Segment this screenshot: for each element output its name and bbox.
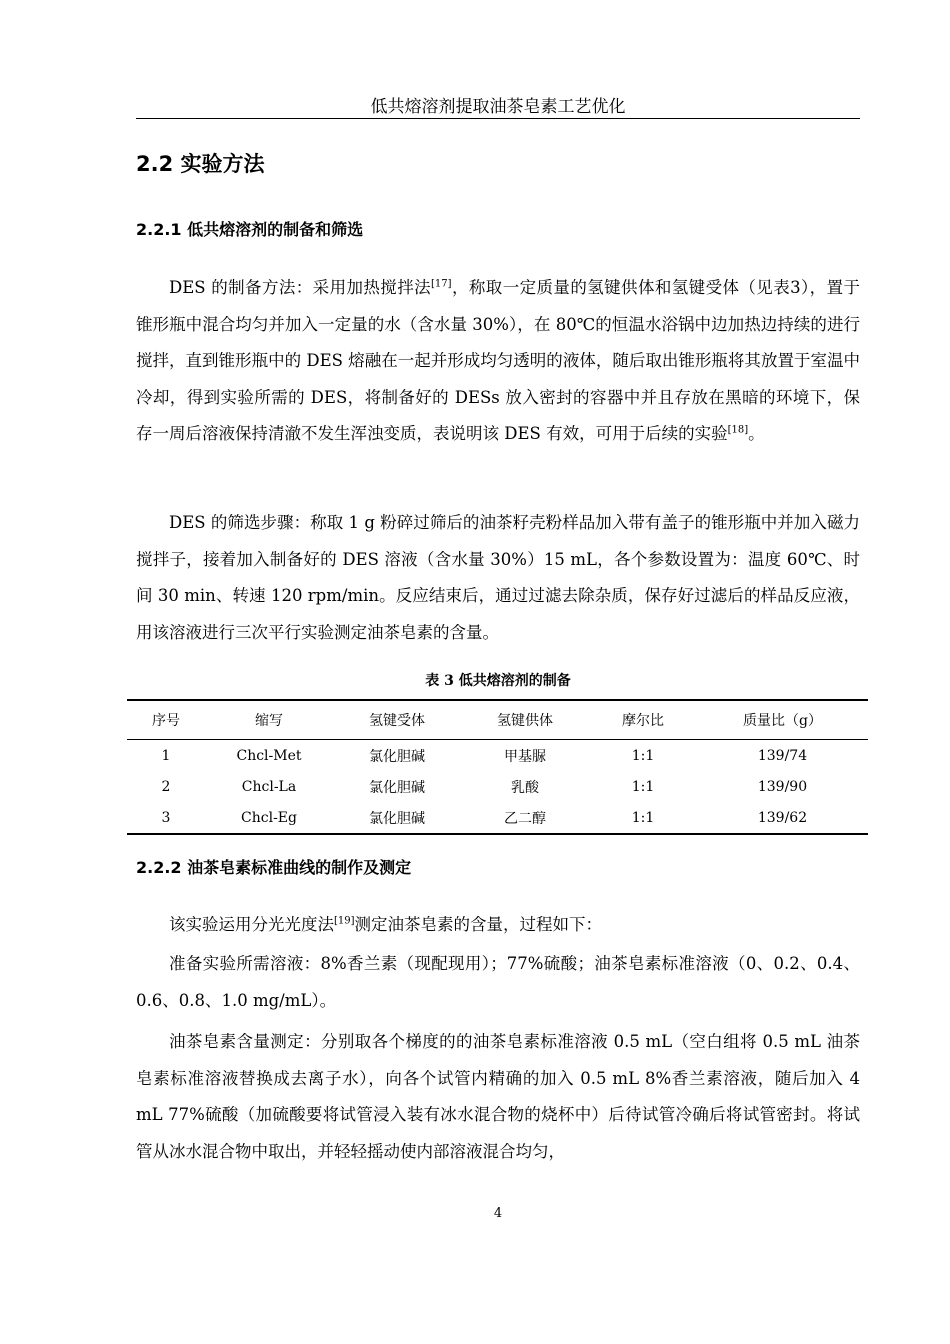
table-row	[127, 740, 868, 772]
subsection-heading-2-2-1: 2.2.1 低共熔溶剂的制备和筛选	[136, 220, 364, 239]
table-cell: 139/90	[757, 778, 808, 795]
table-cell: 1:1	[631, 747, 655, 764]
paragraph-des-preparation	[136, 270, 860, 453]
des-table	[127, 699, 868, 835]
section-heading: 2.2 实验方法	[136, 152, 265, 176]
running-header: 低共熔溶剂提取油茶皂素工艺优化	[370, 97, 626, 117]
column-header: 缩写	[205, 700, 333, 740]
table-cell: 1:1	[589, 802, 697, 834]
paragraph-text: ，称取一定质量的氢键供体和氢键受体（见表3），置于锥形瓶中混合均匀并加入一定量的水（含水量 30%），在 80℃的恒温水浴锅中边加热边持续的进行搅拌，直到锥形瓶中的 DES 熔融在一起并形成均匀透明的液体，随后取出锥形瓶将其放置于室温中冷却，得到实验所需的 DES，将制备好的 DESs 放入密封的容器中并且存放在黑暗的环境下，保存一周后溶液保持清澈不发生浑浊变质，表说明该 DES 有效，可用于后续的实验	[136, 278, 860, 443]
table-cell: Chcl-Eg	[205, 802, 333, 834]
table-cell: 139/62	[697, 802, 868, 834]
paragraph-text: 。	[748, 424, 765, 443]
paragraph-text: DES 的制备方法：采用加热搅拌法	[169, 278, 432, 297]
table-cell: Chcl-Met	[236, 747, 302, 764]
table-cell: 氯化胆碱	[333, 802, 461, 834]
table-row	[127, 771, 868, 802]
table-cell: 氯化胆碱	[369, 779, 425, 796]
citation: [17]	[431, 278, 452, 290]
page-number: 4	[493, 1206, 503, 1221]
column-header: 质量比（g）	[697, 700, 868, 740]
paragraph-text: 该实验运用分光光度法	[169, 915, 334, 934]
column-header: 氢键供体	[461, 700, 589, 740]
table-cell: 3	[127, 802, 205, 834]
header-rule	[136, 118, 860, 119]
paragraph-content-measurement: 油茶皂素含量测定：分别取各个梯度的的油茶皂素标准溶液 0.5 mL（空白组将 0.5 mL 油茶皂素标准溶液替换成去离子水），向各个试管内精确的加入 0.5 mL 8%香兰素溶液，随后加入 4 mL 77%硫酸（加硫酸要将试管浸入装有冰水混合物的烧杯中）后待试管冷确后将试管密封。将试管从冰水混合物中取出，并轻轻摇动使内部溶液混合均匀，	[136, 1032, 860, 1161]
subsection-heading-2-2-2: 2.2.2 油茶皂素标准曲线的制作及测定	[136, 858, 412, 877]
paragraph-des-screening: DES 的筛选步骤：称取 1 g 粉碎过筛后的油茶籽壳粉样品加入带有盖子的锥形瓶中并加入磁力搅拌子，接着加入制备好的 DES 溶液（含水量 30%）15 mL，各个参数设置为：温度 60℃、时间 30 min、转速 120 rpm/min。反应结束后，通过过滤去除杂质，保存好过滤后的样品反应液，用该溶液进行三次平行实验测定油茶皂素的含量。	[136, 513, 860, 642]
column-header: 氢键受体	[333, 700, 461, 740]
table-cell: 1:1	[631, 778, 655, 795]
table-cell: 139/74	[757, 747, 808, 764]
table-cell: 1	[161, 747, 171, 764]
paragraph-solutions: 准备实验所需溶液：8%香兰素（现配现用）；77%硫酸；油茶皂素标准溶液（0、0.2、0.4、0.6、0.8、1.0 mg/mL）。	[136, 954, 860, 1010]
citation: [19]	[334, 915, 355, 927]
table-header-row	[127, 700, 868, 740]
column-header: 摩尔比	[589, 700, 697, 740]
column-header: 序号	[127, 700, 205, 740]
table-cell: 氯化胆碱	[369, 748, 425, 765]
paragraph-text: 测定油茶皂素的含量，过程如下：	[354, 915, 603, 934]
table-caption: 表 3 低共熔溶剂的制备	[425, 673, 571, 689]
table-cell: 乙二醇	[461, 802, 589, 834]
citation: [18]	[727, 424, 749, 436]
paragraph-method-intro	[136, 907, 860, 944]
table-cell: 甲基脲	[504, 748, 546, 765]
table-row	[127, 802, 868, 834]
table-cell: 乳酸	[511, 779, 539, 796]
table-cell: Chcl-La	[241, 778, 297, 795]
table-cell: 2	[161, 778, 171, 795]
